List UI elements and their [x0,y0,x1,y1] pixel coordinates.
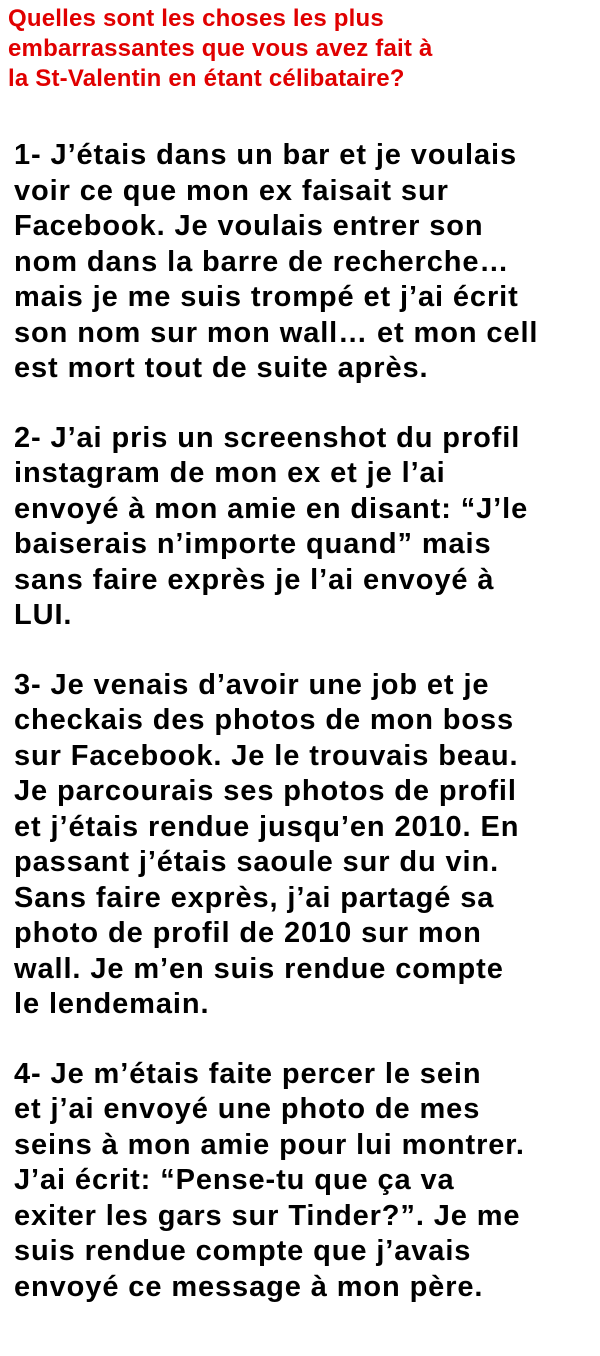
story-line: Sans faire exprès, j’ai partagé sa [14,881,495,914]
story-line: le lendemain. [14,988,210,1020]
title-line: la St-Valentin en étant célibataire? [8,65,405,92]
title-line: Quelles sont les choses les plus [8,5,384,32]
story-line: et j’ai envoyé une photo de mes [14,1093,481,1125]
story-line: seins à mon amie pour lui montrer. [14,1128,525,1161]
story-line: mais je me suis trompé et j’ai écrit [14,281,519,313]
story-line: voir ce que mon ex faisait sur [14,174,449,207]
story-3 [14,668,598,1023]
story-line: Facebook. Je voulais entrer son [14,210,484,242]
story-line: Je parcourais ses photos de profil [14,775,517,807]
story-line: 4- Je m’étais faite percer le sein [14,1057,482,1090]
page-title [8,4,598,94]
story-line: photo de profil de 2010 sur mon [14,917,482,949]
story-list [14,138,598,1339]
story-line: 3- Je venais d’avoir une job et je [14,668,490,701]
story-line: envoyé à mon amie en disant: “J’le [14,492,529,525]
story-line: 2- J’ai pris un screenshot du profil [14,421,521,454]
story-line: passant j’étais saoule sur du vin. [14,846,500,878]
story-line: baiserais n’importe quand” mais [14,528,492,560]
story-line: sur Facebook. Je le trouvais beau. [14,739,519,772]
story-1 [14,138,598,387]
story-line: instagram de mon ex et je l’ai [14,457,446,489]
story-line: exiter les gars sur Tinder?”. Je me [14,1199,521,1232]
story-line: suis rendue compte que j’avais [14,1235,472,1267]
story-line: checkais des photos de mon boss [14,704,515,736]
story-line: envoyé ce message à mon père. [14,1270,484,1303]
story-line: sans faire exprès je l’ai envoyé à [14,563,495,596]
story-line: son nom sur mon wall… et mon cell [14,316,539,349]
story-line: J’ai écrit: “Pense-tu que ça va [14,1164,455,1196]
title-line: embarrassantes que vous avez fait à [8,35,433,62]
story-2 [14,421,598,634]
story-line: nom dans la barre de recherche… [14,245,510,278]
story-4 [14,1057,598,1306]
story-line: LUI. [14,599,73,631]
story-line: est mort tout de suite après. [14,352,429,384]
story-line: et j’étais rendue jusqu’en 2010. En [14,810,520,843]
story-line: wall. Je m’en suis rendue compte [14,952,504,985]
story-line: 1- J’étais dans un bar et je voulais [14,139,518,171]
